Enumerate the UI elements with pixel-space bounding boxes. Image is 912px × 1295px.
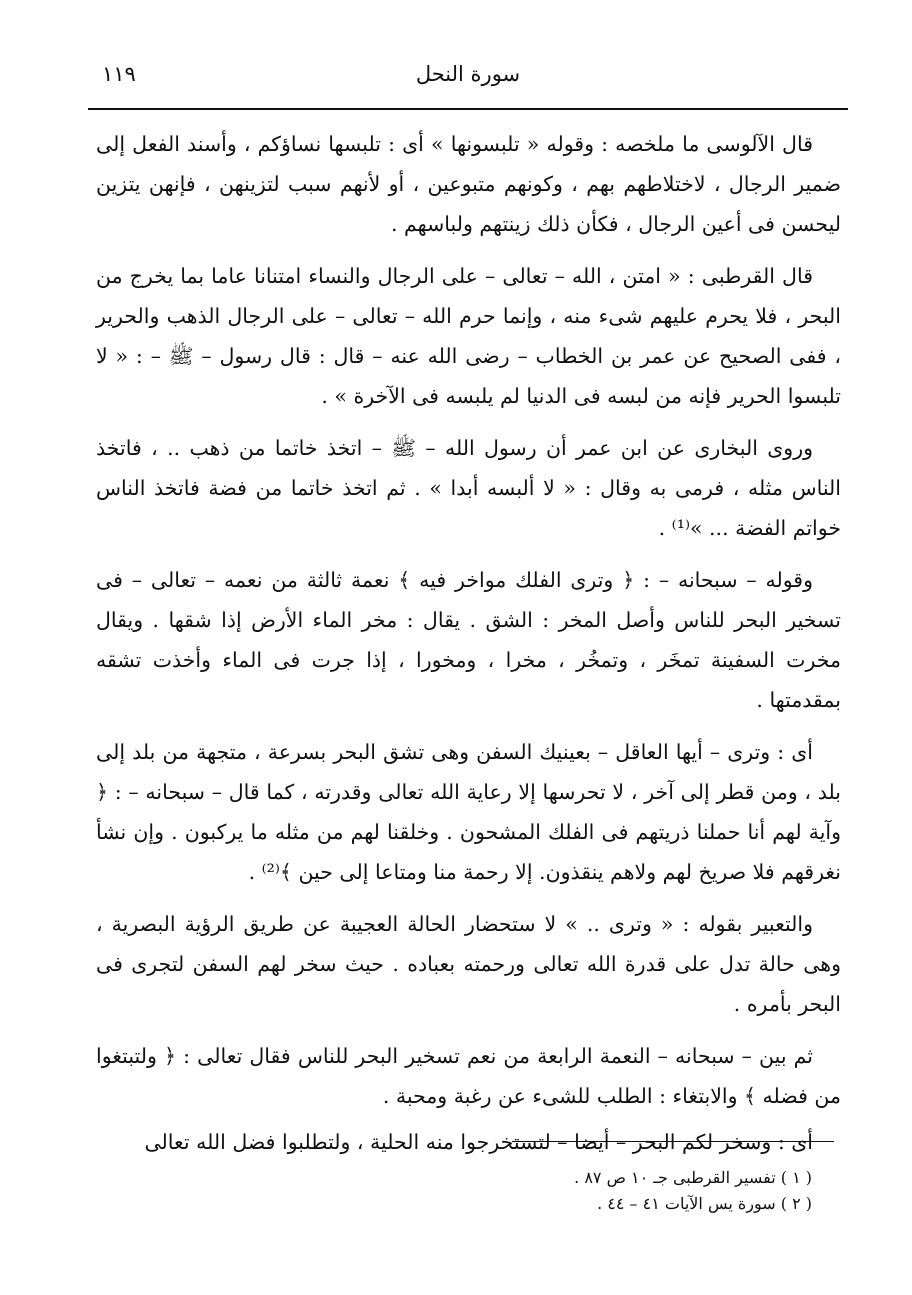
paragraph: أى : وسخر لكم البحر – أيضا – لتستخرجوا منه الحلية ، ولتطلبوا فضل الله تعالى: [144, 1130, 813, 1154]
paragraph: قال القرطبى : « امتن ، الله – تعالى – على الرجال والنساء امتنانا عاما بما يخرج من البحر ، فلا يحرم عليهم شىء منه ، وإنما حرم الله – تعالى – على الرجال الذهب والحرير ، ففى الصحيح عن عمر بن الخطاب – رضى الله عنه – قال : قال رسول – ﷺ – : « لا تلبسوا الحرير فإنه من لبسه فى الدنيا لم يلبسه فى الآخرة » .: [96, 264, 841, 408]
footnote: ( ٢ ) سورة يس الآيات ٤١ – ٤٤ .: [597, 1194, 812, 1213]
footnote: ( ١ ) تفسير القرطبى جـ ١٠ ص ٨٧ .: [574, 1168, 812, 1187]
running-title: سورة النحل: [415, 62, 521, 86]
paragraph: وقوله – سبحانه – : ﴿ وترى الفلك مواخر فيه ﴾ نعمة ثالثة من نعمه – تعالى – فى تسخير البحر للناس وأصل المخر : الشق . يقال : مخر الماء الأرض إذا شقها . ويقال مخرت السفينة تمخَر ، وتمخُر ، مخرا ، ومخورا ، إذا جرت فى الماء وأخذت تشقه بمقدمتها .: [96, 568, 841, 712]
paragraph: ثم بين – سبحانه – النعمة الرابعة من نعم تسخير البحر للناس فقال تعالى : ﴿ ولتبتغوا من فضله ﴾ والابتغاء : الطلب للشىء عن رغبة ومحبة .: [96, 1044, 841, 1108]
page-header: [88, 58, 848, 98]
footnote-rule: [512, 1141, 834, 1142]
paragraph: وروى البخارى عن ابن عمر أن رسول الله – ﷺ – اتخذ خاتما من ذهب .. ، فاتخذ الناس مثله ، فرمى به وقال : « لا ألبسه أبدا » . ثم اتخذ خاتما من فضة فاتخذ الناس خواتم الفضة ... »⁽¹⁾ .: [96, 436, 841, 540]
header-rule: [88, 108, 848, 110]
page-number: ١١٩: [102, 62, 136, 86]
paragraph: أى : وترى – أيها العاقل – بعينيك السفن وهى تشق البحر بسرعة ، متجهة من بلد إلى بلد ، ومن قطر إلى آخر ، لا تحرسها إلا رعاية الله تعالى وقدرته ، كما قال – سبحانه – : ﴿ وآية لهم أنا حملنا ذريتهم فى الفلك المشحون . وخلقنا لهم من مثله ما يركبون . وإن نشأ نغرقهم فلا صريخ لهم ولاهم ينقذون. إلا رحمة منا ومتاعا إلى حين ﴾⁽²⁾ .: [96, 740, 841, 884]
paragraph: والتعبير بقوله : « وترى .. » لا ستحضار الحالة العجيبة عن طريق الرؤية البصرية ، وهى حالة تدل على قدرة الله تعالى ورحمته بعباده . حيث سخر لهم السفن لتجرى فى البحر بأمره .: [96, 912, 841, 1016]
footnotes: [420, 1165, 812, 1217]
paragraph: قال الآلوسى ما ملخصه : وقوله « تلبسونها » أى : تلبسها نساؤكم ، وأسند الفعل إلى ضمير الرجال ، لاختلاطهم بهم ، وكونهم متبوعين ، أو لأنهم سبب لتزينهن ، فإنهن يتزين ليحسن فى أعين الرجال ، فكأن ذلك زينتهم ولباسهم .: [96, 132, 841, 236]
main-text: [96, 124, 841, 1162]
